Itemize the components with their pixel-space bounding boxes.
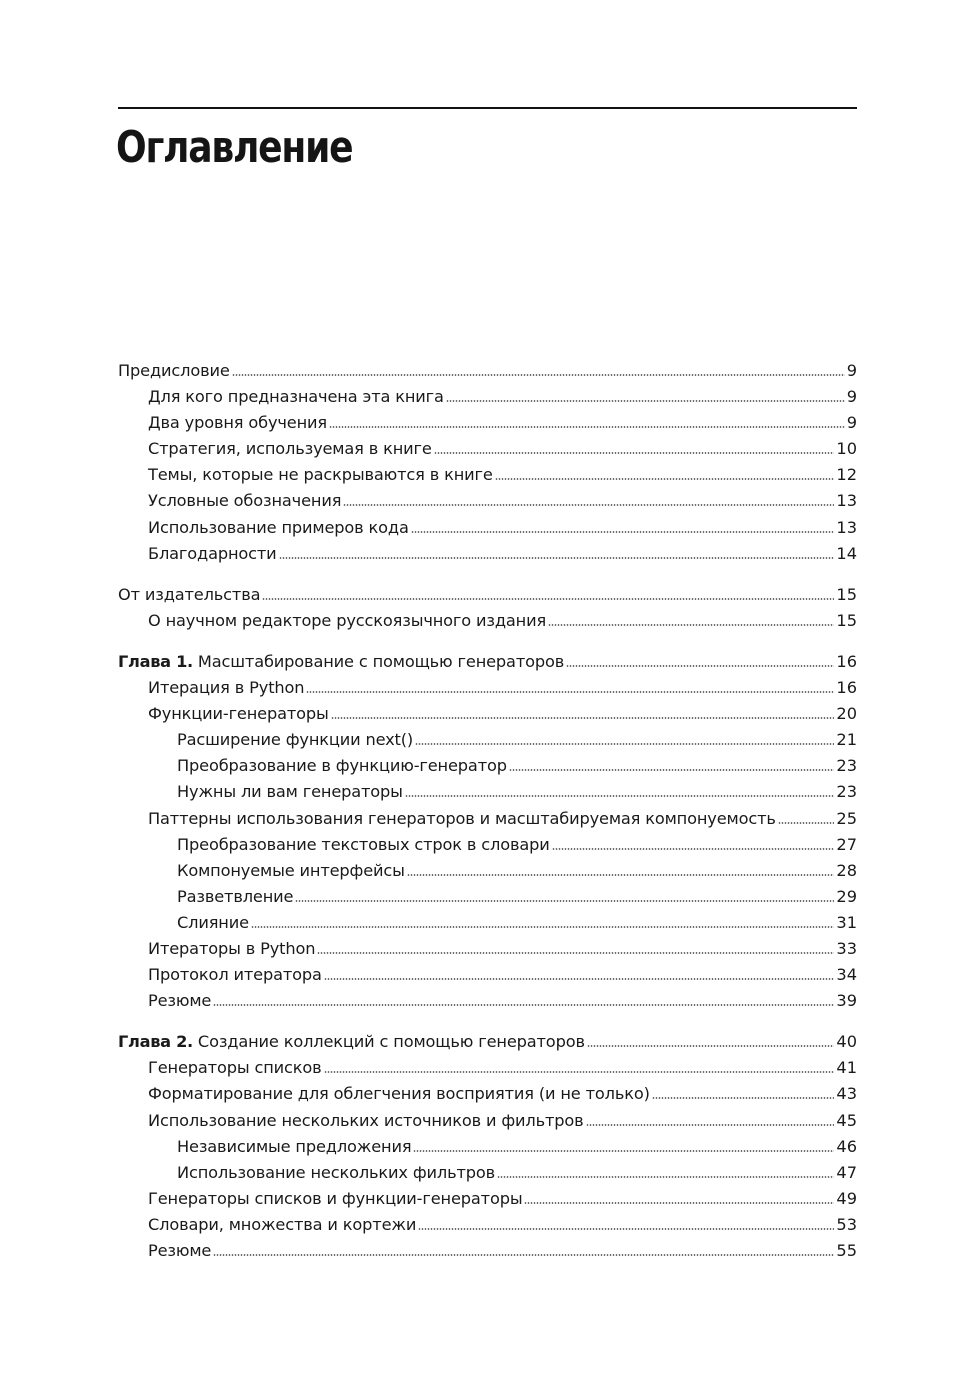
toc-entry-label: [148, 436, 432, 462]
toc-entry[interactable]: [118, 779, 857, 805]
dot-leader: [232, 374, 845, 376]
toc-entry-page: 45: [836, 1110, 857, 1130]
toc-entry[interactable]: [118, 884, 857, 910]
dot-leader: [306, 691, 834, 693]
toc-entry-label: [148, 410, 327, 436]
dot-leader: [343, 504, 834, 506]
toc-entry-label: [148, 806, 776, 832]
toc-entry[interactable]: [118, 832, 857, 858]
toc-entry[interactable]: [118, 1081, 857, 1107]
toc-entry[interactable]: [118, 1160, 857, 1186]
toc-entry[interactable]: [118, 358, 857, 384]
dot-leader: [497, 1176, 834, 1178]
toc-entry-page: 53: [836, 1214, 857, 1234]
dot-leader: [415, 743, 834, 745]
toc-entry-title: Слияние: [177, 912, 249, 932]
toc-entry[interactable]: [118, 675, 857, 701]
toc-entry-title: Использование примеров кода: [148, 517, 409, 537]
toc-entry-page: 10: [836, 439, 857, 459]
toc-entry-label: [177, 884, 293, 910]
toc-entry[interactable]: [118, 1108, 857, 1134]
toc-entry-page: 15: [836, 584, 857, 604]
toc-entry[interactable]: [118, 806, 857, 832]
title-rule: [118, 107, 857, 109]
toc-entry-title: Преобразование в функцию-генератор: [177, 756, 507, 776]
toc-entry-label: [148, 1108, 584, 1134]
toc-entry-label: [118, 358, 230, 384]
dot-leader: [413, 1150, 834, 1152]
toc-entry-page: 21: [836, 730, 857, 750]
toc-entry-title: Генераторы списков и функции-генераторы: [148, 1188, 523, 1208]
toc-entry-page: 46: [836, 1136, 857, 1156]
dot-leader: [418, 1228, 834, 1230]
toc-entry-label: [148, 1212, 416, 1238]
dot-leader: [586, 1124, 835, 1126]
toc-entry[interactable]: [118, 582, 857, 608]
toc-entry-title: Предисловие: [118, 361, 230, 380]
toc-entry-page: 39: [836, 991, 857, 1011]
toc-entry-page: 23: [836, 782, 857, 802]
toc-entry-label: [148, 988, 211, 1014]
toc-entry-label: [118, 649, 564, 675]
toc-entry-label: [118, 1029, 585, 1055]
toc-entry[interactable]: [118, 1186, 857, 1212]
toc-entry-title: Словари, множества и кортежи: [148, 1214, 417, 1234]
toc-entry-title: Функции-генераторы: [148, 704, 329, 724]
toc-entry-label: [148, 1186, 522, 1212]
toc-entry-title: Масштабирование с помощью генераторов: [197, 651, 565, 671]
toc-entry-title: Форматирование для облегчения восприятия (и не только): [148, 1084, 650, 1104]
toc-entry-title: Условные обозначения: [148, 491, 342, 511]
toc-entry[interactable]: [118, 1134, 857, 1160]
toc-entry[interactable]: [118, 1212, 857, 1238]
toc-entry-label: [118, 582, 260, 608]
dot-leader: [552, 848, 835, 850]
toc-entry-title: Протокол итератора: [148, 965, 322, 985]
toc-entry-title: Для кого предназначена эта книга: [148, 387, 444, 407]
toc-entry-label: [148, 936, 315, 962]
toc-entry-page: 31: [836, 912, 857, 932]
dot-leader: [407, 874, 835, 876]
toc-entry-page: 12: [836, 465, 857, 485]
toc-entry-page: 16: [836, 651, 857, 671]
dot-leader: [317, 952, 834, 954]
toc-entry-label: [177, 727, 413, 753]
dot-leader: [434, 452, 835, 454]
dot-leader: [329, 426, 845, 428]
toc-entry-label: [148, 462, 493, 488]
toc-entry[interactable]: [118, 962, 857, 988]
dot-leader: [587, 1045, 835, 1047]
toc-entry[interactable]: [118, 649, 857, 675]
dot-leader: [324, 978, 835, 980]
toc-entry-title: Использование нескольких фильтров: [177, 1162, 496, 1182]
toc-entry-title: Итераторы в Python: [148, 938, 316, 958]
dot-leader: [324, 1071, 835, 1073]
toc-entry[interactable]: [118, 701, 857, 727]
toc-entry-page: 43: [836, 1084, 857, 1104]
toc-entry-title: Два уровня обучения: [148, 413, 327, 433]
toc-entry-page: 40: [836, 1032, 857, 1052]
toc-entry-page: 33: [836, 938, 857, 958]
toc-entry-title: Разветвление: [177, 886, 294, 906]
toc-entry-page: 28: [836, 860, 857, 880]
toc-entry-page: 14: [836, 543, 857, 563]
toc-entry-title: Использование нескольких источников и фильтров: [148, 1110, 584, 1130]
toc-entry-title: Паттерны использования генераторов и масштабируемая компонуемость: [148, 808, 776, 828]
toc-entry-page: 34: [836, 965, 857, 985]
dot-leader: [524, 1202, 834, 1204]
toc-entry-title: Нужны ли вам генераторы: [177, 782, 403, 802]
toc-entry[interactable]: [118, 1029, 857, 1055]
toc-entry-label: [148, 1055, 322, 1081]
dot-leader: [262, 598, 834, 600]
toc-entry[interactable]: [118, 384, 857, 410]
dot-leader: [446, 400, 845, 402]
dot-leader: [411, 531, 835, 533]
toc-entry-page: 16: [836, 678, 857, 698]
toc-entry-title: Преобразование текстовых строк в словари: [177, 834, 550, 854]
toc-entry-page: 13: [836, 517, 857, 537]
toc-entry-title: Стратегия, используемая в книге: [148, 439, 432, 459]
toc-entry-label: [148, 962, 322, 988]
toc-entry-page: 9: [846, 361, 857, 380]
toc-entry-label: [148, 675, 304, 701]
toc-entry[interactable]: [118, 727, 857, 753]
toc-entry-page: 29: [836, 886, 857, 906]
toc-entry-page: 41: [836, 1058, 857, 1078]
toc-entry-title: Темы, которые не раскрываются в книге: [148, 465, 493, 485]
dot-leader: [295, 900, 834, 902]
table-of-contents: [118, 358, 857, 1264]
toc-entry-title: Компонуемые интерфейсы: [177, 860, 405, 880]
toc-entry-label: [177, 1134, 411, 1160]
toc-entry-title: Итерация в Python: [148, 678, 305, 698]
toc-entry[interactable]: [118, 541, 857, 567]
dot-leader: [251, 926, 834, 928]
toc-entry[interactable]: [118, 488, 857, 514]
toc-entry-title: Расширение функции next(): [177, 730, 414, 750]
toc-entry-label: [177, 753, 507, 779]
toc-entry-label: [177, 832, 550, 858]
page-title: Оглавление: [116, 122, 353, 173]
toc-entry-page: 9: [846, 387, 857, 407]
toc-entry[interactable]: [118, 753, 857, 779]
toc-entry[interactable]: [118, 936, 857, 962]
toc-entry-label: [177, 779, 403, 805]
toc-entry-title: О научном редакторе русскоязычного издания: [148, 610, 547, 630]
toc-entry-title: Независимые предложения: [177, 1136, 412, 1156]
toc-entry-label: [177, 1160, 495, 1186]
toc-entry-title: Создание коллекций с помощью генераторов: [197, 1032, 585, 1052]
toc-entry[interactable]: [118, 858, 857, 884]
dot-leader: [652, 1097, 835, 1099]
toc-entry-label: [148, 515, 409, 541]
toc-entry[interactable]: [118, 608, 857, 634]
toc-entry-label: [177, 910, 249, 936]
dot-leader: [566, 665, 834, 667]
dot-leader: [213, 1004, 834, 1006]
toc-entry-page: 15: [836, 610, 857, 630]
chapter-number: Глава 1.: [118, 651, 193, 671]
dot-leader: [405, 795, 835, 797]
toc-entry-page: 49: [836, 1188, 857, 1208]
toc-entry[interactable]: [118, 1055, 857, 1081]
toc-entry-label: [148, 1238, 211, 1264]
dot-leader: [495, 478, 835, 480]
toc-entry[interactable]: [118, 1238, 857, 1264]
toc-entry-page: 47: [836, 1162, 857, 1182]
toc-entry-page: 13: [836, 491, 857, 511]
dot-leader: [279, 557, 835, 559]
toc-entry-title: Резюме: [148, 1241, 212, 1260]
toc-entry[interactable]: [118, 910, 857, 936]
toc-entry[interactable]: [118, 410, 857, 436]
toc-entry-label: [148, 1081, 650, 1107]
toc-entry-title: От издательства: [118, 584, 261, 604]
toc-entry[interactable]: [118, 515, 857, 541]
dot-leader: [331, 717, 835, 719]
toc-entry-label: [148, 608, 546, 634]
toc-entry[interactable]: [118, 462, 857, 488]
toc-entry-page: 9: [846, 413, 857, 433]
toc-entry-title: Резюме: [148, 991, 212, 1011]
toc-entry-label: [148, 488, 341, 514]
toc-entry-title: Благодарности: [148, 543, 277, 563]
chapter-number: Глава 2.: [118, 1032, 193, 1052]
toc-entry[interactable]: [118, 988, 857, 1014]
dot-leader: [548, 624, 834, 626]
toc-entry[interactable]: [118, 436, 857, 462]
dot-leader: [509, 769, 835, 771]
toc-entry-label: [177, 858, 405, 884]
toc-entry-label: [148, 384, 444, 410]
toc-entry-page: 23: [836, 756, 857, 776]
toc-entry-title: Генераторы списков: [148, 1058, 322, 1078]
dot-leader: [213, 1254, 834, 1256]
toc-entry-page: 55: [836, 1241, 857, 1260]
toc-entry-label: [148, 701, 329, 727]
toc-entry-page: 20: [836, 704, 857, 724]
toc-entry-label: [148, 541, 277, 567]
toc-entry-page: 27: [836, 834, 857, 854]
dot-leader: [778, 822, 835, 824]
toc-entry-page: 25: [836, 808, 857, 828]
